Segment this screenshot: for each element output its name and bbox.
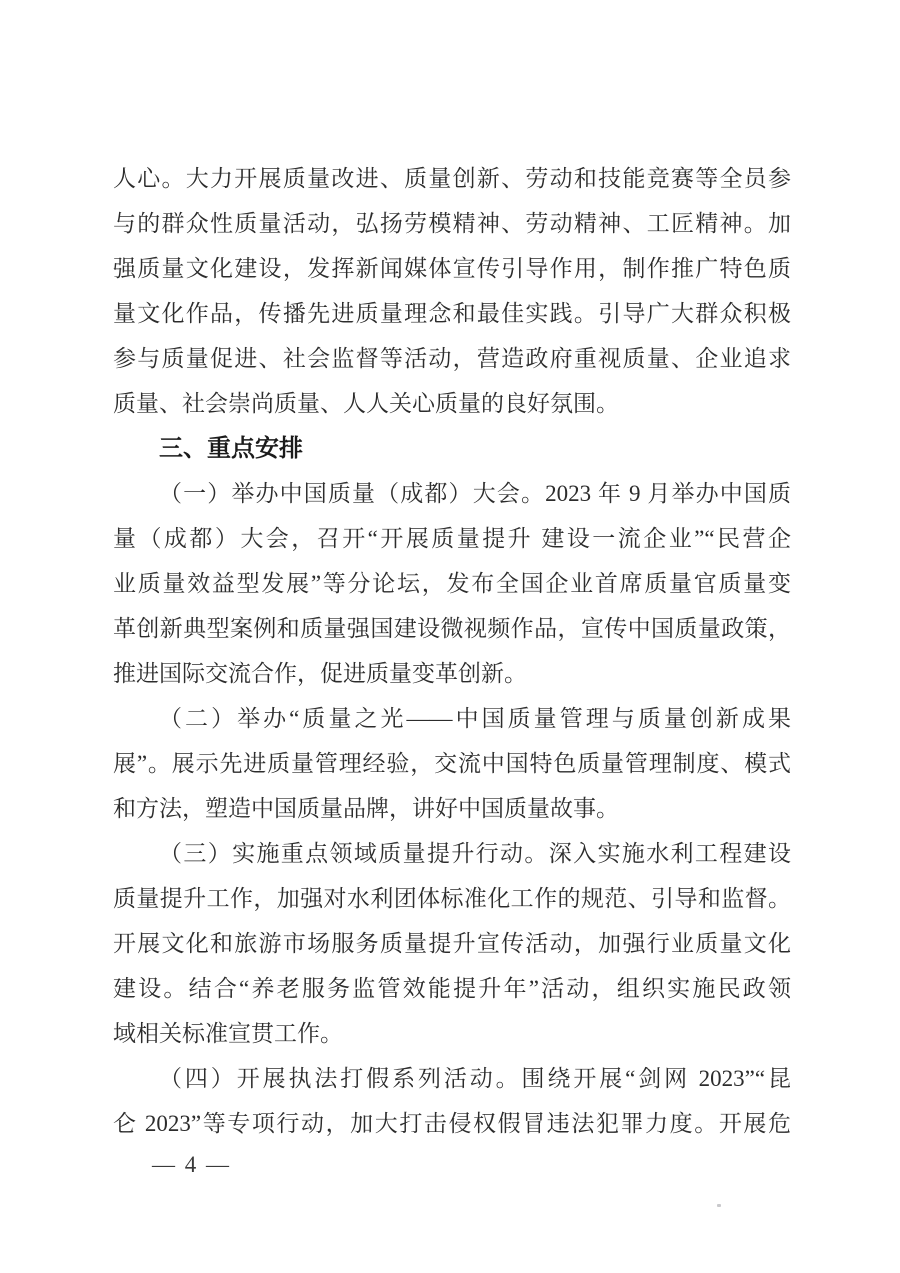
text-line: 推进国际交流合作，促进质量变革创新。 xyxy=(113,661,527,686)
text-line: 量（成都）大会，召开“开展质量提升 建设一流企业”“民营企 xyxy=(113,526,791,551)
text-line: 人心。大力开展质量改进、质量创新、劳动和技能竞赛等全员参 xyxy=(113,166,791,191)
text-line: 建设。结合“养老服务监管效能提升年”活动，组织实施民政领 xyxy=(113,976,791,1001)
text-line: 参与质量促进、社会监督等活动，营造政府重视质量、企业追求 xyxy=(113,346,791,371)
text-line: 量文化作品，传播先进质量理念和最佳实践。引导广大群众积极 xyxy=(113,301,791,326)
text-line: 质量、社会崇尚质量、人人关心质量的良好氛围。 xyxy=(113,391,619,416)
scan-artifact-dot xyxy=(717,1204,721,1207)
document-body xyxy=(113,156,791,1146)
text-line: （三）实施重点领域质量提升行动。深入实施水利工程建设 xyxy=(159,841,791,866)
text-line: （四）开展执法打假系列活动。围绕开展“剑网 2023”“昆 xyxy=(159,1066,791,1091)
text-line: 开展文化和旅游市场服务质量提升宣传活动，加强行业质量文化 xyxy=(113,931,791,956)
text-line: 业质量效益型发展”等分论坛，发布全国企业首席质量官质量变 xyxy=(113,571,791,596)
text-line: 和方法，塑造中国质量品牌，讲好中国质量故事。 xyxy=(113,796,619,821)
text-line: （一）举办中国质量（成都）大会。2023 年 9 月举办中国质 xyxy=(159,481,791,506)
text-line: 仑 2023”等专项行动，加大打击侵权假冒违法犯罪力度。开展危 xyxy=(113,1111,791,1136)
text-line: （二）举办“质量之光——中国质量管理与质量创新成果 xyxy=(159,706,791,731)
page-number: — 4 — xyxy=(152,1152,231,1177)
text-line: 与的群众性质量活动，弘扬劳模精神、劳动精神、工匠精神。加 xyxy=(113,211,791,236)
text-line: 质量提升工作，加强对水利团体标准化工作的规范、引导和监督。 xyxy=(113,886,791,911)
text-line: 强质量文化建设，发挥新闻媒体宣传引导作用，制作推广特色质 xyxy=(113,256,791,281)
section-heading: 三、重点安排 xyxy=(159,435,303,462)
text-line: 革创新典型案例和质量强国建设微视频作品，宣传中国质量政策， xyxy=(113,616,791,641)
text-line: 域相关标准宣贯工作。 xyxy=(113,1021,343,1046)
text-line: 展”。展示先进质量管理经验，交流中国特色质量管理制度、模式 xyxy=(113,751,791,776)
